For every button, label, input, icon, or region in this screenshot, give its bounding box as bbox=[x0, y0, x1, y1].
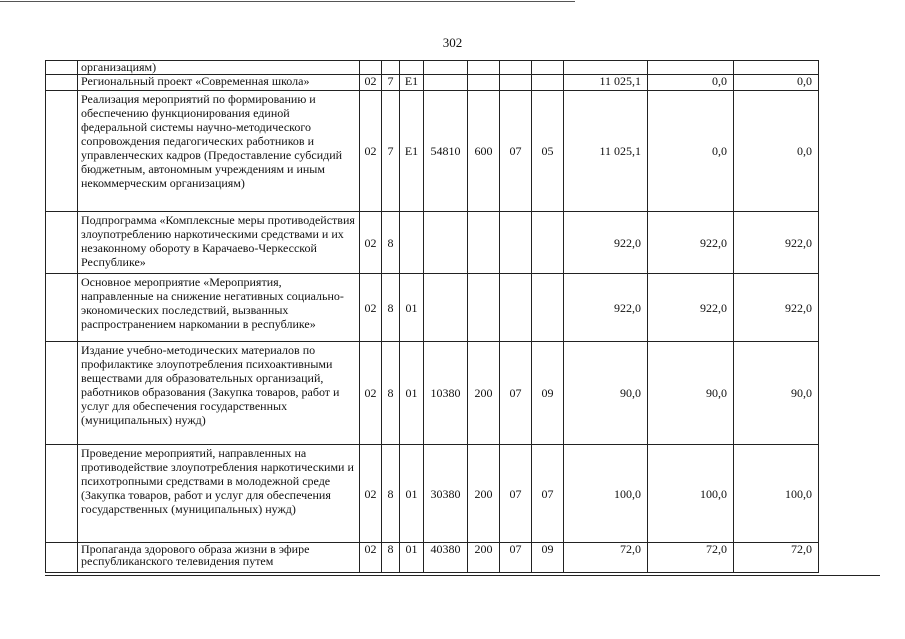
measure-code-cell: 01 bbox=[400, 543, 424, 573]
amount-year1-cell: 72,0 bbox=[564, 543, 648, 573]
amount-year3-cell: 0,0 bbox=[734, 75, 819, 91]
direction-code-cell: 30380 bbox=[424, 445, 468, 543]
direction-code-cell bbox=[424, 212, 468, 274]
subsection-code-cell bbox=[532, 61, 564, 75]
item-name-cell: Пропаганда здорового образа жизни в эфире республиканского телевидения путем bbox=[78, 543, 360, 573]
amount-year1-cell: 922,0 bbox=[564, 212, 648, 274]
row-marker-cell bbox=[46, 342, 78, 445]
budget-table bbox=[45, 60, 819, 573]
subsection-code-cell bbox=[532, 274, 564, 342]
program-code-cell: 02 bbox=[360, 274, 382, 342]
table-body bbox=[46, 61, 819, 573]
table-row bbox=[46, 543, 819, 573]
amount-year3-cell: 72,0 bbox=[734, 543, 819, 573]
expense-type-cell bbox=[468, 274, 500, 342]
amount-year2-cell: 922,0 bbox=[648, 274, 734, 342]
page-number: 302 bbox=[442, 35, 463, 50]
subsection-code-cell: 09 bbox=[532, 543, 564, 573]
section-code-cell: 07 bbox=[500, 445, 532, 543]
amount-year3-cell: 922,0 bbox=[734, 274, 819, 342]
amount-year2-cell: 90,0 bbox=[648, 342, 734, 445]
subprogram-code-cell: 8 bbox=[382, 342, 400, 445]
amount-year2-cell: 922,0 bbox=[648, 212, 734, 274]
expense-type-cell bbox=[468, 61, 500, 75]
amount-year3-cell bbox=[734, 61, 819, 75]
subsection-code-cell: 09 bbox=[532, 342, 564, 445]
subsection-code-cell: 05 bbox=[532, 91, 564, 212]
expense-type-cell bbox=[468, 212, 500, 274]
amount-year2-cell: 0,0 bbox=[648, 91, 734, 212]
direction-code-cell bbox=[424, 61, 468, 75]
table-row bbox=[46, 274, 819, 342]
direction-code-cell bbox=[424, 75, 468, 91]
item-name-cell: Реализация мероприятий по формированию и обеспечению функционирования единой федеральной системы научно-методического сопровождения педагогических работников и управленческих кадров (Предоставление субсидий бюджетным, автономным учреждениям и иным некоммерческим организациям) bbox=[78, 91, 360, 212]
direction-code-cell: 10380 bbox=[424, 342, 468, 445]
row-marker-cell bbox=[46, 445, 78, 543]
amount-year1-cell: 100,0 bbox=[564, 445, 648, 543]
table-row bbox=[46, 445, 819, 543]
table-row bbox=[46, 91, 819, 212]
measure-code-cell: E1 bbox=[400, 75, 424, 91]
section-code-cell: 07 bbox=[500, 91, 532, 212]
measure-code-cell bbox=[400, 61, 424, 75]
expense-type-cell: 600 bbox=[468, 91, 500, 212]
section-code-cell bbox=[500, 61, 532, 75]
item-name-cell: Подпрограмма «Комплексные меры противодействия злоупотреблению наркотическими средствами и их незаконному обороту в Карачаево-Черкесской Республике» bbox=[78, 212, 360, 274]
measure-code-cell: 01 bbox=[400, 274, 424, 342]
row-marker-cell bbox=[46, 274, 78, 342]
direction-code-cell: 40380 bbox=[424, 543, 468, 573]
row-marker-cell bbox=[46, 75, 78, 91]
amount-year1-cell bbox=[564, 61, 648, 75]
row-marker-cell bbox=[46, 61, 78, 75]
measure-code-cell: 01 bbox=[400, 445, 424, 543]
table-bottom-edge bbox=[45, 575, 880, 576]
item-name-cell: Основное мероприятие «Мероприятия, направленные на снижение негативных социально-экономических последствий, вызванных распространением наркомании в республике» bbox=[78, 274, 360, 342]
amount-year1-cell: 90,0 bbox=[564, 342, 648, 445]
amount-year1-cell: 11 025,1 bbox=[564, 91, 648, 212]
amount-year3-cell: 90,0 bbox=[734, 342, 819, 445]
subsection-code-cell bbox=[532, 212, 564, 274]
scan-top-edge bbox=[0, 1, 575, 2]
measure-code-cell: 01 bbox=[400, 342, 424, 445]
subprogram-code-cell: 7 bbox=[382, 91, 400, 212]
section-code-cell bbox=[500, 212, 532, 274]
row-marker-cell bbox=[46, 212, 78, 274]
row-marker-cell bbox=[46, 91, 78, 212]
subprogram-code-cell: 8 bbox=[382, 274, 400, 342]
amount-year2-cell bbox=[648, 61, 734, 75]
program-code-cell: 02 bbox=[360, 445, 382, 543]
program-code-cell: 02 bbox=[360, 543, 382, 573]
item-name-cell: Проведение мероприятий, направленных на противодействие злоупотребления наркотическими и психотропными средствами в молодежной среде (Закупка товаров, работ и услуг для обеспечения государственных (муниципальных) нужд) bbox=[78, 445, 360, 543]
table-row bbox=[46, 212, 819, 274]
section-code-cell: 07 bbox=[500, 543, 532, 573]
program-code-cell: 02 bbox=[360, 342, 382, 445]
table-row bbox=[46, 61, 819, 75]
program-code-cell: 02 bbox=[360, 75, 382, 91]
program-code-cell bbox=[360, 61, 382, 75]
expense-type-cell: 200 bbox=[468, 543, 500, 573]
subprogram-code-cell: 7 bbox=[382, 75, 400, 91]
subprogram-code-cell bbox=[382, 61, 400, 75]
measure-code-cell bbox=[400, 212, 424, 274]
subprogram-code-cell: 8 bbox=[382, 445, 400, 543]
item-name-cell: Издание учебно-методических материалов по профилактике злоупотребления психоактивными веществами для образовательных организаций, работников образования (Закупка товаров, работ и услуг для обеспечения государственных (муниципальных) нужд) bbox=[78, 342, 360, 445]
subsection-code-cell bbox=[532, 75, 564, 91]
amount-year2-cell: 0,0 bbox=[648, 75, 734, 91]
item-name-cell: организациям) bbox=[78, 61, 360, 75]
amount-year3-cell: 922,0 bbox=[734, 212, 819, 274]
amount-year2-cell: 100,0 bbox=[648, 445, 734, 543]
expense-type-cell: 200 bbox=[468, 445, 500, 543]
direction-code-cell: 54810 bbox=[424, 91, 468, 212]
program-code-cell: 02 bbox=[360, 212, 382, 274]
subsection-code-cell: 07 bbox=[532, 445, 564, 543]
subprogram-code-cell: 8 bbox=[382, 543, 400, 573]
section-code-cell bbox=[500, 75, 532, 91]
table-row bbox=[46, 342, 819, 445]
item-name-cell: Региональный проект «Современная школа» bbox=[78, 75, 360, 91]
expense-type-cell: 200 bbox=[468, 342, 500, 445]
amount-year1-cell: 922,0 bbox=[564, 274, 648, 342]
expense-type-cell bbox=[468, 75, 500, 91]
amount-year2-cell: 72,0 bbox=[648, 543, 734, 573]
subprogram-code-cell: 8 bbox=[382, 212, 400, 274]
section-code-cell bbox=[500, 274, 532, 342]
table-row bbox=[46, 75, 819, 91]
amount-year3-cell: 100,0 bbox=[734, 445, 819, 543]
amount-year1-cell: 11 025,1 bbox=[564, 75, 648, 91]
section-code-cell: 07 bbox=[500, 342, 532, 445]
measure-code-cell: E1 bbox=[400, 91, 424, 212]
program-code-cell: 02 bbox=[360, 91, 382, 212]
direction-code-cell bbox=[424, 274, 468, 342]
row-marker-cell bbox=[46, 543, 78, 573]
amount-year3-cell: 0,0 bbox=[734, 91, 819, 212]
